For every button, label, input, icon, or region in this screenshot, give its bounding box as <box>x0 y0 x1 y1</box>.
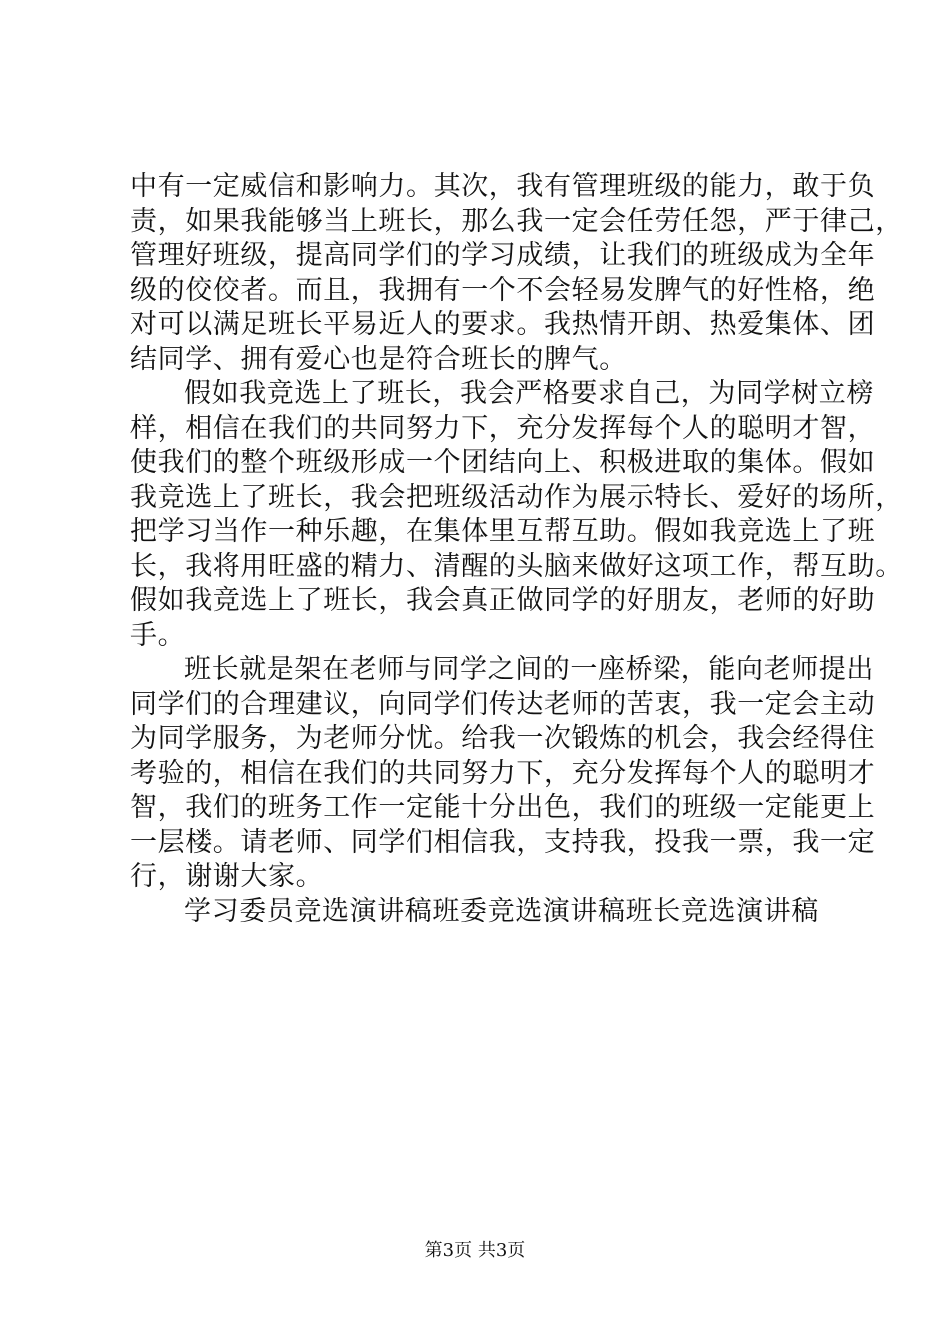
text-line: 我竞选上了班长，我会把班级活动作为展示特长、爱好的场所， <box>130 481 903 513</box>
paragraph-start-line: 班长就是架在老师与同学之间的一座桥梁，能向老师提出 <box>184 654 874 685</box>
text-line: 结同学、拥有爱心也是符合班长的脾气。 <box>130 343 627 375</box>
text-line: 级的佼佼者。而且，我拥有一个不会轻易发脾气的好性格，绝 <box>130 274 876 306</box>
text-line: 考验的，相信在我们的共同努力下，充分发挥每个人的聪明才 <box>130 757 876 789</box>
text-line: 同学们的合理建议，向同学们传达老师的苦衷，我一定会主动 <box>130 688 876 720</box>
page-footer <box>0 1240 950 1262</box>
document-body <box>130 170 903 929</box>
text-line: 把学习当作一种乐趣，在集体里互帮互助。假如我竞选上了班 <box>130 516 876 547</box>
text-line: 对可以满足班长平易近人的要求。我热情开朗、热爱集体、团 <box>130 309 876 340</box>
text-line: 样，相信在我们的共同努力下，充分发挥每个人的聪明才智， <box>130 412 876 444</box>
text-line: 长，我将用旺盛的精力、清醒的头脑来做好这项工作，帮互助。 <box>130 550 903 582</box>
page-number-label: 第3页 共3页 <box>424 1240 526 1261</box>
text-line: 手。 <box>130 619 186 651</box>
text-line: 管理好班级，提高同学们的学习成绩，让我们的班级成为全年 <box>130 240 876 271</box>
text-line: 假如我竞选上了班长，我会真正做同学的好朋友，老师的好助 <box>130 585 876 616</box>
text-line: 行，谢谢大家。 <box>130 861 324 892</box>
text-line: 中有一定威信和影响力。其次，我有管理班级的能力，敢于负 <box>130 171 876 202</box>
text-line: 为同学服务，为老师分忧。给我一次锻炼的机会，我会经得住 <box>130 723 876 754</box>
related-titles-line: 学习委员竞选演讲稿班委竞选演讲稿班长竞选演讲稿 <box>184 895 819 927</box>
text-line: 责，如果我能够当上班长，那么我一定会任劳任怨，严于律己， <box>130 205 903 237</box>
paragraph-start-line: 假如我竞选上了班长，我会严格要求自己，为同学树立榜 <box>184 378 874 409</box>
text-line: 使我们的整个班级形成一个团结向上、积极进取的集体。假如 <box>130 447 876 478</box>
text-line: 一层楼。请老师、同学们相信我，支持我，投我一票，我一定 <box>130 826 876 858</box>
text-line: 智，我们的班务工作一定能十分出色，我们的班级一定能更上 <box>130 792 876 823</box>
